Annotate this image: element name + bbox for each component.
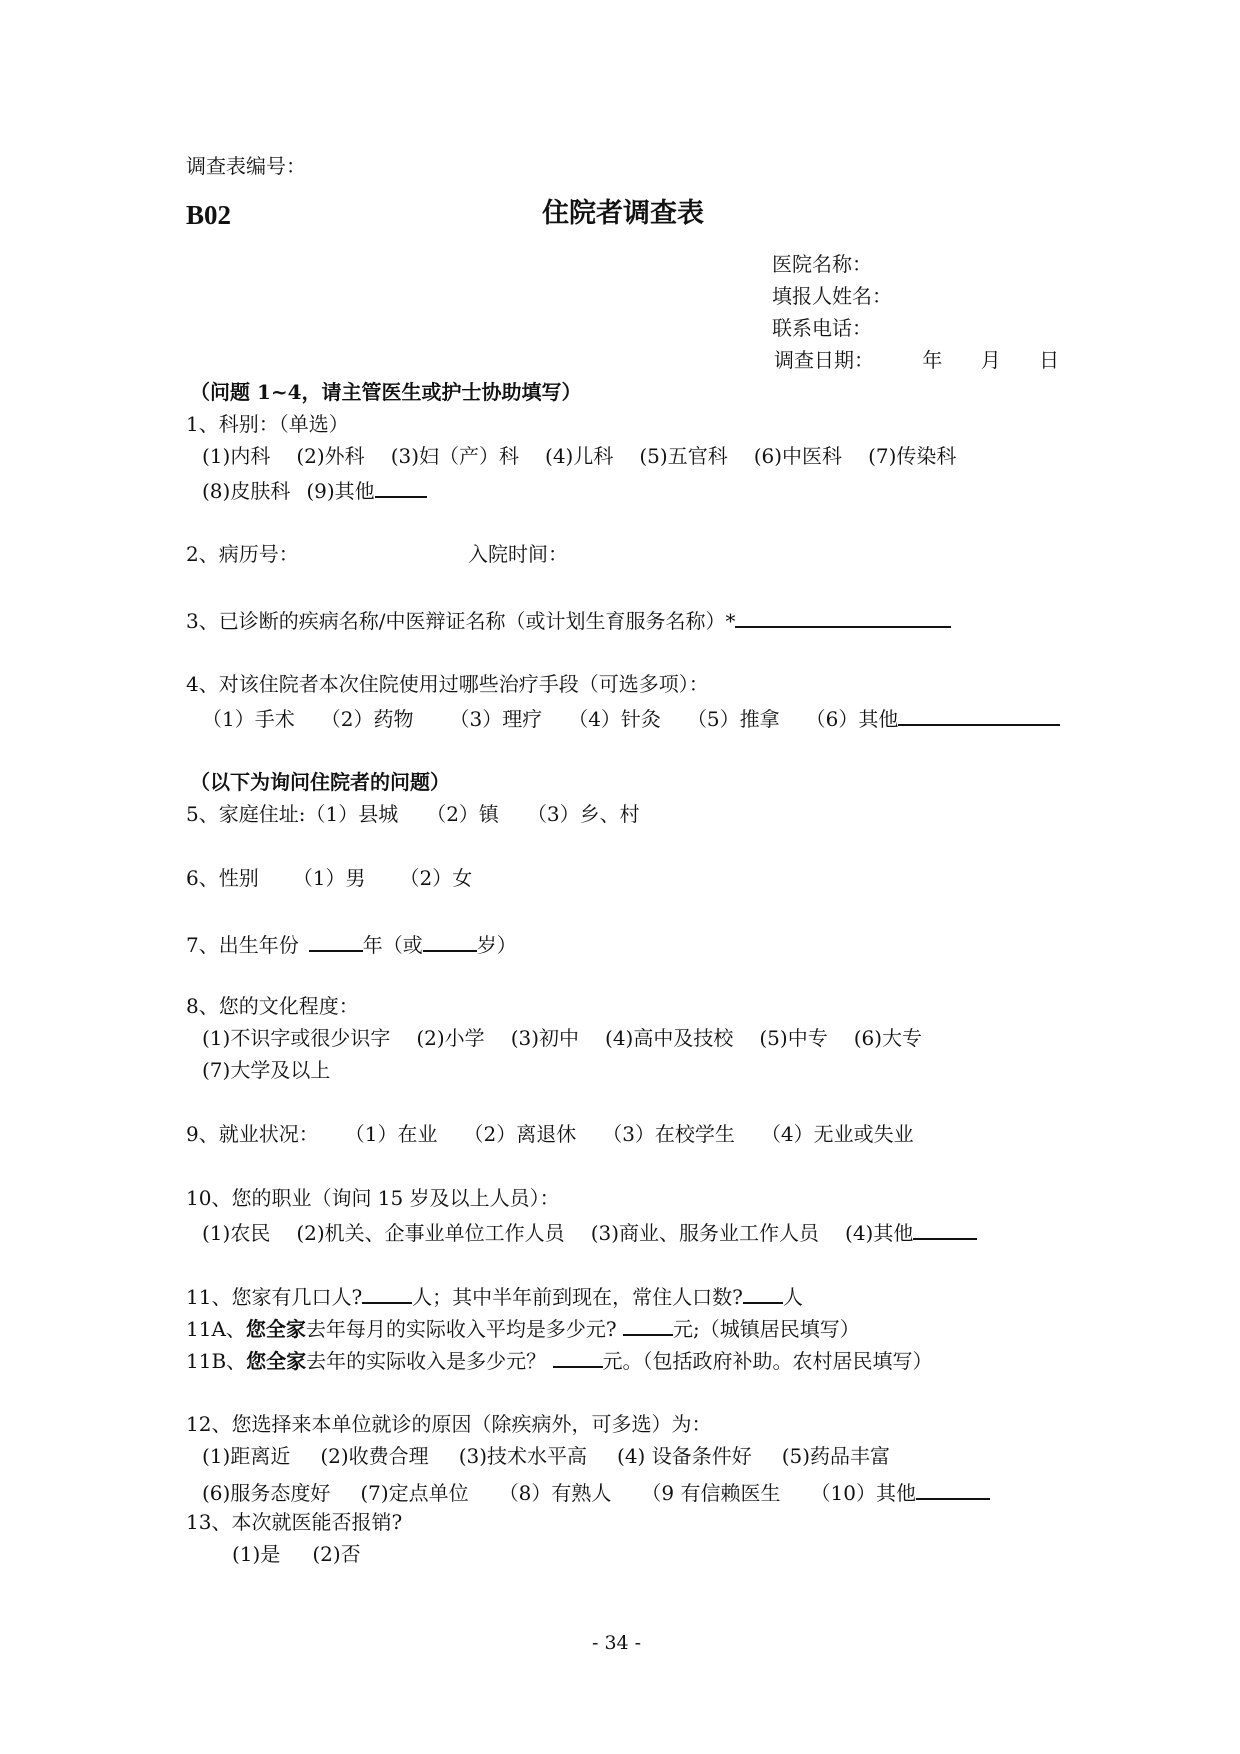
q8-options-row2 <box>202 1060 330 1080</box>
q1-option[interactable]: (2)外科 <box>296 444 365 468</box>
q8-option[interactable]: (2)小学 <box>416 1026 485 1050</box>
q4-other-blank[interactable] <box>898 706 1060 726</box>
q11-text-b: 人；其中半年前到现在，常住人口数? <box>412 1285 743 1309</box>
section-heading-1: （问题 1~4，请主管医生或护士协助填写） <box>190 380 582 404</box>
q11-row <box>186 1284 803 1307</box>
q1-option[interactable]: (4)儿科 <box>545 444 614 468</box>
q1-option[interactable]: (6)中医科 <box>753 444 843 468</box>
q7-year-text: 年（或 <box>362 933 423 957</box>
date-day: 日 <box>1039 348 1060 372</box>
date-year: 年 <box>922 348 943 372</box>
q11a-row <box>186 1316 860 1339</box>
q5-option[interactable]: （2）镇 <box>426 802 499 826</box>
q10-label: 10、您的职业（询问 15 岁及以上人员）： <box>186 1186 560 1210</box>
q1-option[interactable]: (5)五官科 <box>639 444 728 468</box>
q11-text-a: 11、您家有几口人? <box>186 1285 363 1309</box>
q12-options-row2 <box>202 1480 990 1503</box>
q11b-prefix: 11B、 <box>186 1349 247 1373</box>
q8-option[interactable]: (4)高中及技校 <box>605 1026 734 1050</box>
form-number-label: 调查表编号： <box>186 154 306 178</box>
q3-row <box>186 608 951 631</box>
q1-option[interactable]: (7)传染科 <box>868 444 957 468</box>
q11b-row <box>186 1348 933 1371</box>
q8-options <box>202 1028 922 1048</box>
q12-option[interactable]: (4) 设备条件好 <box>617 1444 752 1468</box>
q11-resident-blank[interactable] <box>743 1284 783 1304</box>
section-heading-2: （以下为询问住院者的问题） <box>190 770 450 794</box>
q1-option[interactable]: (3)妇（产）科 <box>390 444 520 468</box>
q4-option[interactable]: （1）手术 <box>202 707 295 731</box>
q11a-bold: 您全家 <box>245 1317 306 1341</box>
q10-other-blank[interactable] <box>913 1220 977 1240</box>
q11b-text: 去年的实际收入是多少元？ <box>306 1349 547 1373</box>
q7-year-blank[interactable] <box>309 932 363 952</box>
q3-label: 3、已诊断的疾病名称/中医辩证名称（或计划生育服务名称）* <box>186 609 736 633</box>
q13-option[interactable]: (2)否 <box>312 1542 361 1566</box>
q1-option[interactable]: (1)内科 <box>202 444 271 468</box>
q5-label: 5、家庭住址: <box>186 802 306 826</box>
q4-label: 4、对该住院者本次住院使用过哪些治疗手段（可选多项）： <box>186 672 709 696</box>
q4-option[interactable]: （3）理疗 <box>449 707 543 731</box>
q5-option[interactable]: （3）乡、村 <box>526 802 640 826</box>
q1-option[interactable]: (9)其他 <box>306 479 375 503</box>
q12-label: 12、您选择来本单位就诊的原因（除疾病外，可多选）为： <box>186 1412 712 1436</box>
phone-label: 联系电话： <box>772 316 872 340</box>
q8-option[interactable]: (1)不识字或很少识字 <box>202 1026 391 1050</box>
q4-option[interactable]: （4）针灸 <box>568 707 661 731</box>
q12-other-blank[interactable] <box>916 1480 990 1500</box>
q4-options <box>202 706 1060 729</box>
q7-age-text: 岁） <box>476 933 517 957</box>
q12-option[interactable]: （10）其他 <box>810 1481 916 1505</box>
q12-option[interactable]: （9 有信赖医生 <box>641 1481 781 1505</box>
form-code: B02 <box>186 200 232 230</box>
q8-option[interactable]: (5)中专 <box>759 1026 828 1050</box>
q9-option[interactable]: （3）在校学生 <box>602 1122 735 1146</box>
q4-option[interactable]: （6）其他 <box>805 707 899 731</box>
q11a-suffix: 元;（城镇居民填写） <box>673 1317 860 1341</box>
survey-date-row <box>774 350 1059 370</box>
hospital-name-label: 医院名称： <box>772 252 872 276</box>
q10-options <box>202 1220 977 1243</box>
q6-label: 6、性别 <box>186 866 259 890</box>
q13-option[interactable]: (1)是 <box>232 1542 281 1566</box>
q9-option[interactable]: （4）无业或失业 <box>760 1122 914 1146</box>
q13-options <box>232 1544 361 1564</box>
q12-option[interactable]: （8）有熟人 <box>498 1481 612 1505</box>
q9-option[interactable]: （2）离退休 <box>463 1122 577 1146</box>
q10-option[interactable]: (1)农民 <box>202 1221 271 1245</box>
q1-option[interactable]: (8)皮肤科 <box>202 479 291 503</box>
q13-label: 13、本次就医能否报销? <box>186 1510 403 1534</box>
q11-family-size-blank[interactable] <box>362 1284 412 1304</box>
q11b-bold: 您全家 <box>246 1349 307 1373</box>
q6-row <box>186 868 472 888</box>
page-number: - 34 - <box>592 1632 642 1654</box>
q2-record-label: 2、病历号： <box>186 542 299 566</box>
q1-label: 1、科别：（单选） <box>186 412 349 436</box>
q6-option[interactable]: （2）女 <box>399 866 473 890</box>
q11-text-c: 人 <box>782 1285 803 1309</box>
date-month: 月 <box>980 348 1001 372</box>
q4-option[interactable]: （2）药物 <box>320 707 414 731</box>
q12-option[interactable]: (7)定点单位 <box>360 1481 469 1505</box>
q8-option[interactable]: (7)大学及以上 <box>202 1058 331 1082</box>
q7-row <box>186 932 517 955</box>
q1-options-row2 <box>202 478 427 501</box>
q12-options <box>202 1446 890 1466</box>
q11a-prefix: 11A、 <box>186 1317 246 1341</box>
q8-option[interactable]: (3)初中 <box>510 1026 580 1050</box>
page-title: 住院者调查表 <box>542 198 704 229</box>
q7-age-blank[interactable] <box>423 932 477 952</box>
q8-label: 8、您的文化程度： <box>186 994 359 1018</box>
q11b-income-blank[interactable] <box>553 1348 603 1368</box>
q1-options <box>202 446 956 466</box>
filler-name-label: 填报人姓名： <box>772 284 892 308</box>
q5-row <box>186 804 640 824</box>
q7-label: 7、出生年份 <box>186 933 299 957</box>
q8-option[interactable]: (6)大专 <box>853 1026 923 1050</box>
q6-option[interactable]: （1）男 <box>292 866 366 890</box>
q1-other-blank[interactable] <box>375 478 427 498</box>
q10-option[interactable]: (3)商业、服务业工作人员 <box>590 1221 820 1245</box>
q12-option[interactable]: (5)药品丰富 <box>781 1444 891 1468</box>
q11b-suffix: 元。（包括政府补助。农村居民填写） <box>602 1349 933 1373</box>
survey-date-label: 调查日期： <box>774 348 874 372</box>
q4-option[interactable]: （5）推拿 <box>686 707 780 731</box>
q9-label: 9、就业状况： <box>186 1122 319 1146</box>
q11a-income-blank[interactable] <box>623 1316 673 1336</box>
q5-option[interactable]: （1）县城 <box>305 802 399 826</box>
q2-admit-label: 入院时间： <box>468 542 568 566</box>
q10-option[interactable]: (2)机关、企事业单位工作人员 <box>296 1221 565 1245</box>
q3-diagnosis-blank[interactable] <box>735 608 951 628</box>
q12-option[interactable]: (6)服务态度好 <box>202 1481 331 1505</box>
q11a-text: 去年每月的实际收入平均是多少元? <box>305 1317 617 1341</box>
q12-option[interactable]: (1)距离近 <box>202 1444 291 1468</box>
q12-option[interactable]: (3)技术水平高 <box>458 1444 588 1468</box>
q9-row <box>186 1124 914 1144</box>
q12-option[interactable]: (2)收费合理 <box>320 1444 429 1468</box>
q10-option[interactable]: (4)其他 <box>845 1221 914 1245</box>
q9-option[interactable]: （1）在业 <box>354 1122 438 1146</box>
